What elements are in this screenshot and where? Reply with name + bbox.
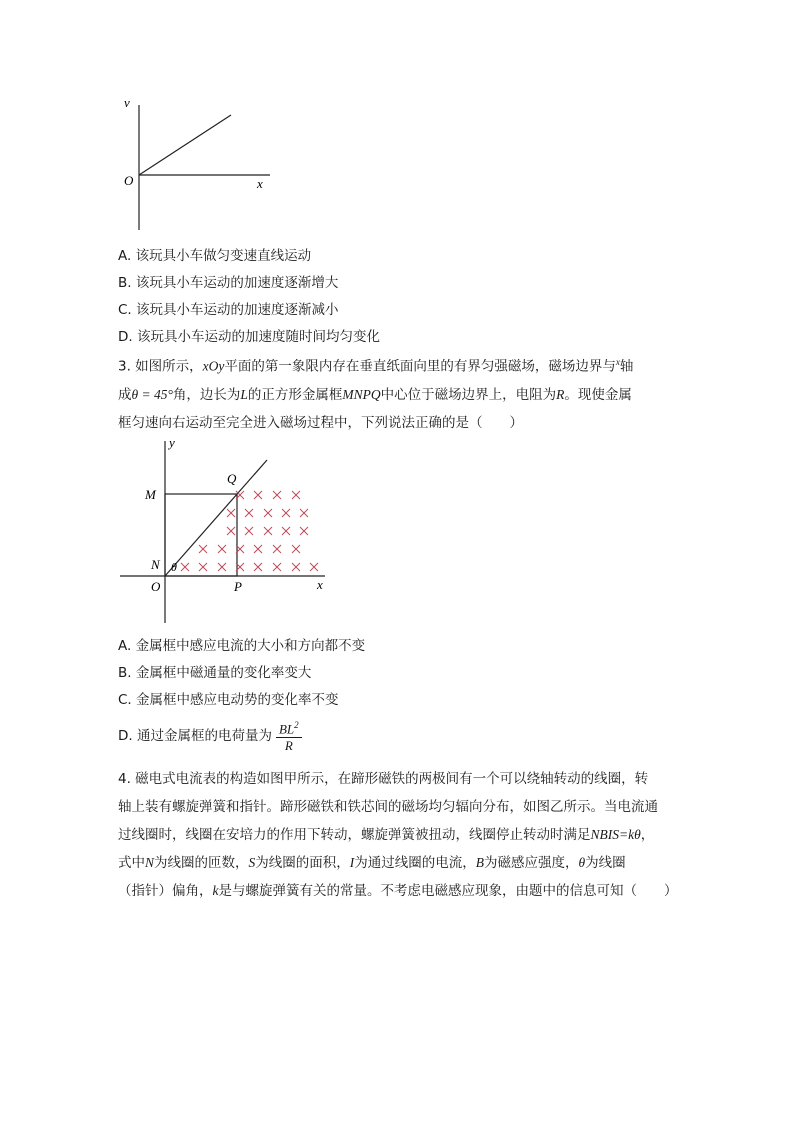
- field-cross-mark: [254, 545, 262, 553]
- var-mnpq: MNPQ: [342, 386, 381, 402]
- var-l: L: [240, 386, 248, 402]
- q4-text: 为线圈的面积，: [255, 855, 350, 871]
- q3-option-b: [118, 661, 311, 681]
- y-axis-label: y: [169, 435, 175, 450]
- option-text: 金属框中感应电动势的变化率不变: [136, 692, 339, 708]
- field-cross-mark: [300, 509, 308, 517]
- charge-fraction: [276, 718, 302, 754]
- v-x-line: [139, 115, 231, 175]
- var-k: k: [212, 883, 219, 898]
- point-q-label: Q: [227, 471, 237, 486]
- option-letter: C.: [118, 302, 132, 318]
- field-cross-mark: [273, 545, 281, 553]
- magnetic-field-diagram: [115, 433, 340, 628]
- option-text: 通过金属框的电荷量为: [136, 728, 272, 744]
- x-axis-label: x: [317, 577, 323, 592]
- point-p-label: P: [234, 579, 242, 594]
- var-i: I: [349, 855, 355, 870]
- q3-text: 中心位于磁场边界上，电阻为: [380, 386, 557, 403]
- field-cross-mark: [292, 545, 300, 553]
- option-text: 金属框中感应电流的大小和方向都不变: [135, 638, 366, 654]
- magnetic-field-crosses: [181, 491, 318, 571]
- origin-label: O: [151, 579, 161, 594]
- numerator-text: BL: [278, 721, 295, 737]
- point-m-label: M: [145, 487, 156, 502]
- field-cross-mark: [310, 563, 318, 571]
- point-n-label: N: [151, 557, 160, 572]
- origin-label: O: [124, 173, 134, 188]
- option-letter: C.: [118, 692, 132, 708]
- q4-line-2: 轴上装有螺旋弹簧和指针。蹄形磁铁和铁芯间的磁场均匀辐向分布，如图乙所示。当电流通: [118, 799, 658, 815]
- option-text: 该玩具小车运动的加速度逐渐增大: [135, 275, 339, 291]
- exponent: 2: [294, 719, 299, 730]
- fraction-numerator: [276, 718, 302, 738]
- q2-option-c: [118, 298, 339, 318]
- var-x: x: [615, 357, 620, 367]
- option-letter: A.: [118, 248, 132, 264]
- q4-line-3: 过线圈时，线圈在安培力的作用下转动，螺旋弹簧被扭动，线圈停止转动时满足: [118, 827, 591, 843]
- option-text: 该玩具小车做匀变速直线运动: [135, 248, 312, 264]
- field-cross-mark: [218, 545, 226, 553]
- field-boundary: [165, 460, 267, 576]
- q4-text: （指针）偏角，: [118, 883, 213, 899]
- var-s: S: [248, 855, 256, 870]
- field-cross-mark: [273, 491, 281, 499]
- field-cross-mark: [199, 545, 207, 553]
- var-r: R: [556, 386, 565, 402]
- field-cross-mark: [264, 527, 272, 535]
- field-cross-mark: [264, 509, 272, 517]
- field-cross-mark: [254, 491, 262, 499]
- q3-text: 平面的第一象限内存在垂直纸面向里的有界匀强磁场，磁场边界与: [224, 358, 616, 375]
- field-cross-mark: [254, 563, 262, 571]
- option-letter: D.: [118, 329, 133, 345]
- field-cross-mark: [218, 563, 226, 571]
- field-cross-mark: [227, 527, 235, 535]
- field-cross-mark: [181, 563, 189, 571]
- q4-text: ，: [640, 827, 655, 843]
- q4-text: 为磁感应强度，: [484, 855, 579, 871]
- theta-equation: θ = 45°: [131, 386, 173, 402]
- option-text: 金属框中磁通量的变化率变大: [135, 665, 312, 681]
- question-3-stem: [118, 348, 678, 437]
- fraction-denominator: R: [284, 738, 293, 754]
- option-letter: B.: [118, 275, 132, 291]
- q3-option-d: [118, 716, 302, 756]
- field-cross-mark: [227, 509, 235, 517]
- q3-text: 轴: [619, 358, 634, 375]
- option-letter: D.: [118, 728, 133, 744]
- q4-text: 为线圈的匝数，: [154, 855, 249, 871]
- q3-option-c: [118, 688, 339, 708]
- q2-option-b: [118, 271, 338, 291]
- theta-label: θ: [171, 560, 177, 574]
- field-cross-mark: [245, 509, 253, 517]
- balance-formula: NBIS=kθ: [590, 827, 641, 842]
- var-n: N: [145, 855, 155, 870]
- q2-option-a: [118, 244, 311, 264]
- q2-option-d: [118, 325, 380, 345]
- field-cross-mark: [199, 563, 207, 571]
- q3-text: 。现使金属: [564, 386, 632, 403]
- q3-text: 成: [118, 386, 132, 403]
- field-cross-mark: [273, 563, 281, 571]
- q3-text: 角，边长为: [172, 386, 241, 403]
- q4-text: 是与螺旋弹簧有关的常量。不考虑电磁感应现象，由题中的信息可知（ ）: [218, 883, 678, 899]
- q4-line-1: 4. 磁电式电流表的构造如图甲所示，在蹄形磁铁的两极间有一个可以绕轴转动的线圈，转: [118, 771, 649, 787]
- field-cross-mark: [292, 491, 300, 499]
- field-cross-mark: [300, 527, 308, 535]
- option-text: 该玩具小车运动的加速度随时间均匀变化: [136, 329, 380, 345]
- field-cross-mark: [282, 527, 290, 535]
- v-axis-label: v: [124, 95, 130, 110]
- field-cross-mark: [245, 527, 253, 535]
- q4-text: 为线圈: [585, 855, 626, 871]
- x-axis-label: x: [257, 176, 263, 191]
- q4-text: 为通过线圈的电流，: [354, 855, 476, 871]
- q3-option-a: [118, 634, 365, 654]
- q3-text: 框匀速向右运动至完全进入磁场过程中，下列说法正确的是（ ）: [118, 414, 523, 431]
- q4-text: 式中: [118, 855, 145, 871]
- option-letter: B.: [118, 665, 132, 681]
- q3-text: 的正方形金属框: [247, 386, 343, 403]
- question-4-stem: [118, 765, 678, 905]
- var-b: B: [475, 855, 485, 870]
- field-cross-mark: [292, 563, 300, 571]
- field-cross-mark: [282, 509, 290, 517]
- option-text: 该玩具小车运动的加速度逐渐减小: [136, 302, 339, 318]
- v-x-graph: [115, 95, 280, 235]
- var-theta: θ: [578, 855, 586, 870]
- q3-text: 3. 如图所示，: [118, 358, 203, 375]
- var-xoy: xOy: [202, 358, 225, 374]
- option-letter: A.: [118, 638, 132, 654]
